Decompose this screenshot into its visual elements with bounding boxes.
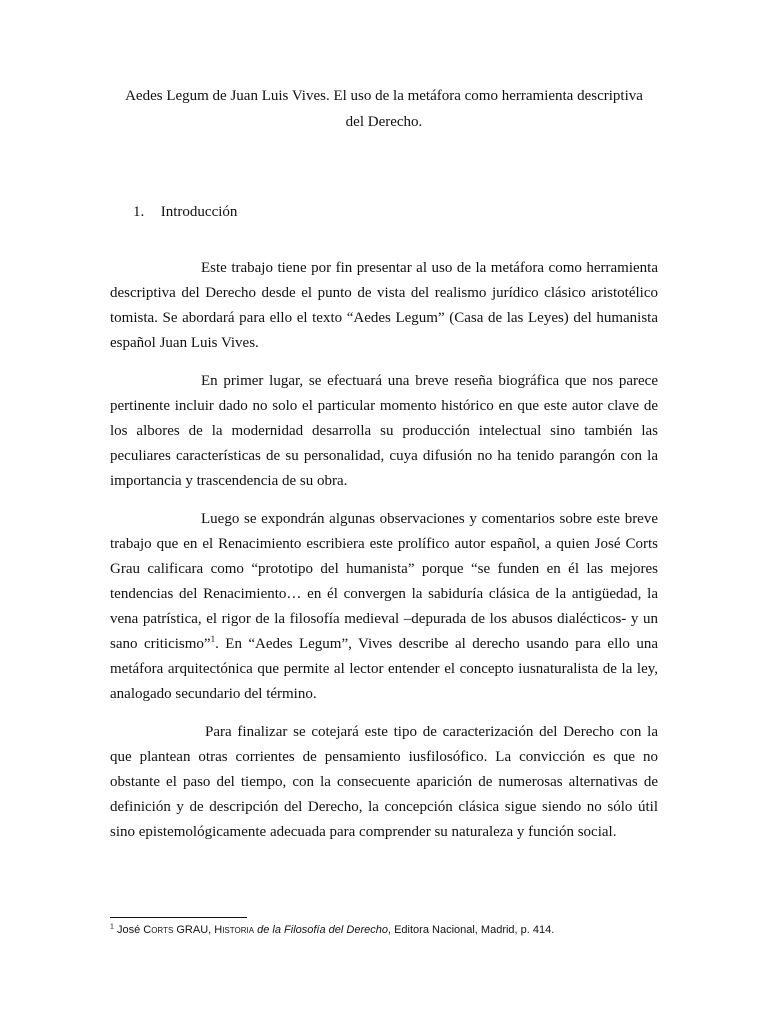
paragraph-3-text-a: Luego se expondrán algunas observaciones y comentarios sobre este breve trabajo que en el Renacimiento escribiera este prolífico autor español, a quien José Corts Grau calificara como “prototipo del humanista” porque “se funden en él las mejores tendencias del Renacimiento… en él convergen la sabiduría clásica de la antigüedad, la vena patrística, el rigor de la filosofía medieval –depurada de los abusos dialécticos- y un sano criticismo”: [110, 511, 658, 652]
footnote-author-first: José: [113, 924, 144, 936]
paragraph-1: Este trabajo tiene por fin presentar al uso de la metáfora como herramienta descriptiva del Derecho desde el punto de vista del realismo jurídico clásico aristotélico tomista. Se abordará para ello el texto “Aedes Legum” (Casa de las Leyes) del humanista español Juan Luis Vives.: [110, 260, 658, 351]
paragraph-2: En primer lugar, se efectuará una breve reseña biográfica que nos parece pertinente incluir dado no solo el particular momento histórico en que este autor clave de los albores de la modernidad desarrolla su producción intelectual sino también las peculiares características de su personalidad, cuya difusión no ha tenido parangón con la importancia y trascendencia de su obra.: [110, 373, 658, 489]
footnote-author-rest: GRAU,: [173, 924, 215, 936]
footnote-mark: 1: [110, 923, 114, 931]
title-line-1: Aedes Legum de Juan Luis Vives. El uso de la metáfora como herramienta descriptiva: [125, 88, 643, 104]
footnote-work-italic: de la Filosofía del Derecho: [254, 924, 388, 936]
title-line-2: del Derecho.: [345, 114, 423, 130]
footnote-work-smallcaps: Historia: [214, 924, 255, 936]
footnote-rest: , Editora Nacional, Madrid, p. 414.: [387, 924, 555, 936]
paragraph-4: Para finalizar se cotejará este tipo de caracterización del Derecho con la que plantean otras corrientes de pensamiento iusfilosófico. La convicción es que no obstante el paso del tiempo, con la consecuente aparición de numerosas alternativas de definición y de descripción del Derecho, la concepción clásica sigue siendo no sólo útil sino epistemológicamente adecuada para comprender su naturaleza y función social.: [110, 724, 658, 840]
section-title: Introducción: [160, 204, 238, 220]
footnote-author-last: Corts: [143, 924, 174, 936]
footnote-reference[interactable]: 1: [210, 634, 216, 644]
paragraph-3-text-b: . En “Aedes Legum”, Vives describe al derecho usando para ello una metáfora arquitectónica que permite al lector entender el concepto iusnaturalista de la ley, analogado secundario del término.: [110, 636, 659, 702]
footnote-separator: [110, 917, 247, 918]
section-number: 1.: [133, 204, 145, 220]
section-heading: [133, 201, 237, 223]
paragraph-3: [110, 507, 658, 707]
document-title: [100, 83, 668, 135]
footnote: [110, 922, 670, 938]
